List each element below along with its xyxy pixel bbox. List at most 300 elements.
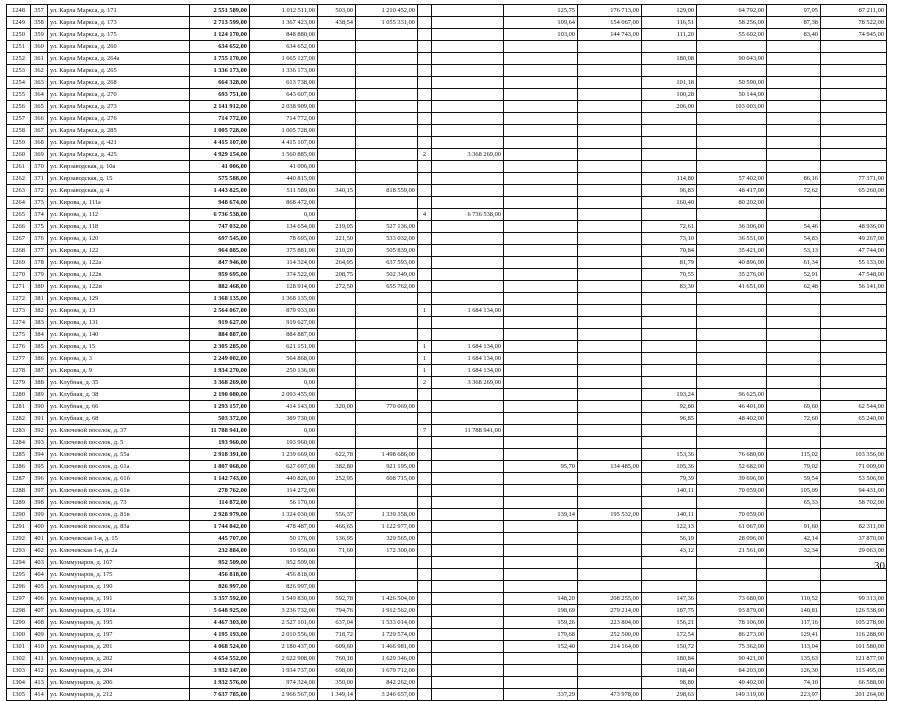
cell-cost-part-2 bbox=[356, 581, 418, 593]
cell-area-a: 221,50 bbox=[318, 233, 356, 245]
cell-area-c bbox=[642, 317, 697, 329]
cell-area-d bbox=[767, 197, 821, 209]
cell-cost-part-1: 919 627,00 bbox=[250, 317, 318, 329]
cell-total-cost: 1 142 743,00 bbox=[190, 473, 250, 485]
cell-cost-part-4 bbox=[578, 221, 642, 233]
cell-total-cost: 6 736 538,00 bbox=[190, 209, 250, 221]
cell-area-d bbox=[767, 305, 821, 317]
cell-cost-part-6: 74 945,00 bbox=[821, 29, 887, 41]
cell-count bbox=[418, 221, 432, 233]
cell-area-b bbox=[504, 521, 578, 533]
cell-area-d: 74,10 bbox=[767, 677, 821, 689]
cell-area-c: 298,63 bbox=[642, 689, 697, 701]
table-row bbox=[7, 605, 887, 617]
cell-cost-part-3 bbox=[432, 521, 504, 533]
cell-row-index: 1270 bbox=[7, 269, 31, 281]
cell-cost-part-2: 1 498 686,00 bbox=[356, 449, 418, 461]
cell-cost-part-5: 70 059,00 bbox=[697, 509, 767, 521]
cell-cost-part-4 bbox=[578, 149, 642, 161]
cell-cost-part-4: 279 214,00 bbox=[578, 605, 642, 617]
cell-address: ул. Клубная, д. 38 bbox=[48, 389, 190, 401]
cell-area-c: 81,79 bbox=[642, 257, 697, 269]
cell-address: ул. Кирова, д. 131 bbox=[48, 317, 190, 329]
cell-area-d: 83,40 bbox=[767, 29, 821, 41]
cell-total-cost: 1 755 170,00 bbox=[190, 53, 250, 65]
cell-area-a bbox=[318, 41, 356, 53]
cell-cost-part-6 bbox=[821, 365, 887, 377]
cell-count: 2 bbox=[418, 149, 432, 161]
cell-cost-part-1: 511 589,00 bbox=[250, 185, 318, 197]
cell-house-number: 379 bbox=[31, 269, 48, 281]
page-number: 30 bbox=[874, 560, 885, 572]
cell-cost-part-3 bbox=[432, 257, 504, 269]
cell-house-number: 381 bbox=[31, 293, 48, 305]
cell-cost-part-2: 770 069,00 bbox=[356, 401, 418, 413]
cell-cost-part-6: 126 538,00 bbox=[821, 605, 887, 617]
cell-area-c: 180,08 bbox=[642, 53, 697, 65]
cell-cost-part-5: 35 276,00 bbox=[697, 269, 767, 281]
cell-cost-part-1: 848 880,00 bbox=[250, 29, 318, 41]
cell-area-a bbox=[318, 329, 356, 341]
cell-area-d: 97,05 bbox=[767, 5, 821, 17]
cell-count bbox=[418, 617, 432, 629]
cell-area-c: 172,54 bbox=[642, 629, 697, 641]
cell-cost-part-2: 172 300,00 bbox=[356, 545, 418, 557]
cell-cost-part-5: 35 421,00 bbox=[697, 245, 767, 257]
cell-cost-part-6: 82 311,00 bbox=[821, 521, 887, 533]
cell-area-a bbox=[318, 149, 356, 161]
cell-house-number: 358 bbox=[31, 17, 48, 29]
cell-cost-part-1: 2 966 567,00 bbox=[250, 689, 318, 701]
cell-row-index: 1293 bbox=[7, 545, 31, 557]
cell-total-cost: 3 368 269,00 bbox=[190, 377, 250, 389]
cell-cost-part-6: 65 260,00 bbox=[821, 185, 887, 197]
cell-total-cost: 2 551 589,00 bbox=[190, 5, 250, 17]
cell-total-cost: 2 141 912,00 bbox=[190, 101, 250, 113]
cell-cost-part-2: 1 426 504,00 bbox=[356, 593, 418, 605]
cell-row-index: 1249 bbox=[7, 17, 31, 29]
cell-area-c bbox=[642, 365, 697, 377]
cell-row-index: 1275 bbox=[7, 329, 31, 341]
cell-cost-part-4 bbox=[578, 413, 642, 425]
cell-row-index: 1288 bbox=[7, 485, 31, 497]
cell-address: ул. Карла Маркса, д. 173 bbox=[48, 17, 190, 29]
cell-address: ул. Клубная, д. 66 bbox=[48, 401, 190, 413]
table-row bbox=[7, 533, 887, 545]
cell-area-b bbox=[504, 533, 578, 545]
cell-house-number: 390 bbox=[31, 401, 48, 413]
cell-cost-part-5 bbox=[697, 569, 767, 581]
cell-area-d: 117,16 bbox=[767, 617, 821, 629]
table-row bbox=[7, 245, 887, 257]
cell-area-a bbox=[318, 209, 356, 221]
cell-cost-part-3 bbox=[432, 581, 504, 593]
cell-cost-part-4 bbox=[578, 305, 642, 317]
cell-area-a bbox=[318, 341, 356, 353]
cell-area-a: 382,80 bbox=[318, 461, 356, 473]
cell-area-d: 72,60 bbox=[767, 413, 821, 425]
cell-area-c: 56,19 bbox=[642, 533, 697, 545]
cell-area-c: 116,51 bbox=[642, 17, 697, 29]
cell-cost-part-3 bbox=[432, 401, 504, 413]
cell-cost-part-6: 116 288,00 bbox=[821, 629, 887, 641]
cell-cost-part-2: 1 210 452,00 bbox=[356, 5, 418, 17]
cell-area-c bbox=[642, 125, 697, 137]
table-row bbox=[7, 389, 887, 401]
cell-cost-part-4 bbox=[578, 161, 642, 173]
cell-row-index: 1278 bbox=[7, 365, 31, 377]
cell-count bbox=[418, 569, 432, 581]
cell-area-c: 101,18 bbox=[642, 77, 697, 89]
cell-area-c: 43,12 bbox=[642, 545, 697, 557]
cell-count: 1 bbox=[418, 341, 432, 353]
cell-cost-part-6 bbox=[821, 125, 887, 137]
cell-cost-part-1: 1 368 135,00 bbox=[250, 293, 318, 305]
table-row bbox=[7, 293, 887, 305]
cell-cost-part-2 bbox=[356, 425, 418, 437]
cell-row-index: 1289 bbox=[7, 497, 31, 509]
cell-house-number: 371 bbox=[31, 173, 48, 185]
cell-count: 1 bbox=[418, 365, 432, 377]
cell-address: ул. Кирзаводская, д. 15 bbox=[48, 173, 190, 185]
cell-area-a: 794,76 bbox=[318, 605, 356, 617]
cell-cost-part-2 bbox=[356, 329, 418, 341]
table-row bbox=[7, 257, 887, 269]
cell-house-number: 393 bbox=[31, 437, 48, 449]
cell-cost-part-2 bbox=[356, 89, 418, 101]
cell-area-a bbox=[318, 377, 356, 389]
cell-row-index: 1299 bbox=[7, 617, 31, 629]
cell-row-index: 1298 bbox=[7, 605, 31, 617]
cell-area-a bbox=[318, 365, 356, 377]
cell-count bbox=[418, 641, 432, 653]
cell-area-d: 113,04 bbox=[767, 641, 821, 653]
cell-cost-part-6: 78 522,00 bbox=[821, 17, 887, 29]
register-table bbox=[6, 4, 887, 701]
cell-address: ул. Ключевой поселок, д. 61а bbox=[48, 461, 190, 473]
cell-address: ул. Коммунаров, д. 175 bbox=[48, 569, 190, 581]
cell-address: ул. Карла Маркса, д. 171 bbox=[48, 5, 190, 17]
cell-cost-part-1: 621 151,00 bbox=[250, 341, 318, 353]
cell-area-c bbox=[642, 377, 697, 389]
cell-area-c bbox=[642, 209, 697, 221]
cell-area-b bbox=[504, 197, 578, 209]
cell-count bbox=[418, 161, 432, 173]
cell-cost-part-5 bbox=[697, 113, 767, 125]
cell-area-a: 1 349,14 bbox=[318, 689, 356, 701]
cell-area-a: 71,60 bbox=[318, 545, 356, 557]
cell-area-c: 168,40 bbox=[642, 665, 697, 677]
cell-house-number: 364 bbox=[31, 89, 48, 101]
cell-count: 1 bbox=[418, 353, 432, 365]
cell-cost-part-2 bbox=[356, 77, 418, 89]
cell-row-index: 1255 bbox=[7, 89, 31, 101]
cell-count bbox=[418, 677, 432, 689]
cell-cost-part-6 bbox=[821, 581, 887, 593]
cell-cost-part-1: 478 487,00 bbox=[250, 521, 318, 533]
cell-area-a: 637,04 bbox=[318, 617, 356, 629]
cell-area-b bbox=[504, 449, 578, 461]
cell-area-c: 70,84 bbox=[642, 245, 697, 257]
cell-total-cost: 232 884,00 bbox=[190, 545, 250, 557]
cell-cost-part-5: 36 551,00 bbox=[697, 233, 767, 245]
cell-cost-part-2: 527 136,00 bbox=[356, 221, 418, 233]
cell-count bbox=[418, 245, 432, 257]
cell-area-b bbox=[504, 401, 578, 413]
cell-cost-part-4 bbox=[578, 185, 642, 197]
table-row bbox=[7, 629, 887, 641]
cell-cost-part-3: 1 684 134,00 bbox=[432, 341, 504, 353]
cell-area-b bbox=[504, 653, 578, 665]
cell-house-number: 359 bbox=[31, 29, 48, 41]
cell-area-a bbox=[318, 197, 356, 209]
cell-area-c bbox=[642, 137, 697, 149]
cell-cost-part-4: 223 804,00 bbox=[578, 617, 642, 629]
cell-address: ул. Коммунаров, д. 190 bbox=[48, 581, 190, 593]
cell-total-cost: 2 305 285,00 bbox=[190, 341, 250, 353]
cell-cost-part-1: 1 549 830,00 bbox=[250, 593, 318, 605]
cell-total-cost: 952 509,00 bbox=[190, 557, 250, 569]
cell-address: ул. Кирова, д. 3 bbox=[48, 353, 190, 365]
cell-total-cost: 847 946,00 bbox=[190, 257, 250, 269]
cell-cost-part-3: 11 788 941,00 bbox=[432, 425, 504, 437]
cell-count bbox=[418, 233, 432, 245]
table-row bbox=[7, 461, 887, 473]
cell-count bbox=[418, 413, 432, 425]
cell-total-cost: 3 932 147,00 bbox=[190, 665, 250, 677]
cell-area-a bbox=[318, 161, 356, 173]
cell-address: ул. Коммунаров, д. 202 bbox=[48, 653, 190, 665]
cell-area-d bbox=[767, 317, 821, 329]
cell-cost-part-4 bbox=[578, 293, 642, 305]
cell-total-cost: 948 674,00 bbox=[190, 197, 250, 209]
table-row bbox=[7, 209, 887, 221]
cell-area-b bbox=[504, 233, 578, 245]
cell-area-b: 152,40 bbox=[504, 641, 578, 653]
cell-address: ул. Кирова, д. 13 bbox=[48, 305, 190, 317]
cell-area-d: 87,38 bbox=[767, 17, 821, 29]
table-row bbox=[7, 269, 887, 281]
cell-row-index: 1267 bbox=[7, 233, 31, 245]
cell-area-a bbox=[318, 53, 356, 65]
cell-area-b bbox=[504, 41, 578, 53]
cell-cost-part-3 bbox=[432, 221, 504, 233]
cell-cost-part-3 bbox=[432, 185, 504, 197]
cell-cost-part-6 bbox=[821, 389, 887, 401]
cell-cost-part-4 bbox=[578, 401, 642, 413]
cell-area-c bbox=[642, 497, 697, 509]
cell-house-number: 377 bbox=[31, 245, 48, 257]
cell-area-a bbox=[318, 485, 356, 497]
cell-area-b bbox=[504, 557, 578, 569]
table-row bbox=[7, 437, 887, 449]
cell-address: ул. Карла Маркса, д. 273 bbox=[48, 101, 190, 113]
cell-house-number: 389 bbox=[31, 389, 48, 401]
cell-house-number: 410 bbox=[31, 641, 48, 653]
cell-house-number: 374 bbox=[31, 209, 48, 221]
cell-cost-part-3 bbox=[432, 413, 504, 425]
cell-cost-part-4 bbox=[578, 449, 642, 461]
cell-row-index: 1254 bbox=[7, 77, 31, 89]
cell-cost-part-4 bbox=[578, 89, 642, 101]
cell-row-index: 1305 bbox=[7, 689, 31, 701]
cell-cost-part-2 bbox=[356, 353, 418, 365]
cell-area-c bbox=[642, 329, 697, 341]
cell-cost-part-3 bbox=[432, 473, 504, 485]
table-row bbox=[7, 329, 887, 341]
cell-cost-part-4 bbox=[578, 497, 642, 509]
cell-count bbox=[418, 629, 432, 641]
cell-area-c: 114,80 bbox=[642, 173, 697, 185]
cell-area-d bbox=[767, 425, 821, 437]
cell-house-number: 362 bbox=[31, 65, 48, 77]
cell-cost-part-1: 627 697,00 bbox=[250, 461, 318, 473]
cell-cost-part-1: 879 933,00 bbox=[250, 305, 318, 317]
cell-row-index: 1248 bbox=[7, 5, 31, 17]
cell-cost-part-6 bbox=[821, 425, 887, 437]
table-row bbox=[7, 41, 887, 53]
cell-cost-part-6: 71 009,00 bbox=[821, 461, 887, 473]
cell-cost-part-2: 1 912 562,00 bbox=[356, 605, 418, 617]
table-row bbox=[7, 497, 887, 509]
cell-area-c: 100,28 bbox=[642, 89, 697, 101]
cell-cost-part-5 bbox=[697, 437, 767, 449]
cell-cost-part-6 bbox=[821, 197, 887, 209]
cell-row-index: 1266 bbox=[7, 221, 31, 233]
cell-cost-part-6 bbox=[821, 305, 887, 317]
cell-area-a bbox=[318, 29, 356, 41]
cell-cost-part-6: 56 141,00 bbox=[821, 281, 887, 293]
cell-area-c bbox=[642, 437, 697, 449]
cell-row-index: 1279 bbox=[7, 377, 31, 389]
table-row bbox=[7, 161, 887, 173]
cell-count bbox=[418, 77, 432, 89]
cell-address: ул. Кирова, д. 129 bbox=[48, 293, 190, 305]
cell-total-cost: 1 124 170,00 bbox=[190, 29, 250, 41]
cell-count bbox=[418, 665, 432, 677]
cell-cost-part-3 bbox=[432, 665, 504, 677]
cell-count bbox=[418, 113, 432, 125]
cell-cost-part-5 bbox=[697, 317, 767, 329]
cell-address: ул. Карла Маркса, д. 421 bbox=[48, 137, 190, 149]
cell-cost-part-2: 329 565,00 bbox=[356, 533, 418, 545]
cell-area-d: 61,34 bbox=[767, 257, 821, 269]
cell-area-b bbox=[504, 305, 578, 317]
cell-cost-part-6 bbox=[821, 53, 887, 65]
cell-house-number: 392 bbox=[31, 425, 48, 437]
cell-area-c: 187,75 bbox=[642, 605, 697, 617]
cell-address: ул. Коммунаров, д. 191а bbox=[48, 605, 190, 617]
cell-area-a: 350,00 bbox=[318, 677, 356, 689]
cell-area-c: 96,83 bbox=[642, 185, 697, 197]
cell-cost-part-3 bbox=[432, 173, 504, 185]
cell-cost-part-6 bbox=[821, 113, 887, 125]
cell-area-a: 466,65 bbox=[318, 521, 356, 533]
cell-total-cost: 664 328,00 bbox=[190, 77, 250, 89]
cell-area-d: 72,62 bbox=[767, 185, 821, 197]
table-row bbox=[7, 281, 887, 293]
cell-cost-part-3 bbox=[432, 5, 504, 17]
cell-area-b bbox=[504, 89, 578, 101]
cell-area-a bbox=[318, 581, 356, 593]
cell-cost-part-1: 114 324,00 bbox=[250, 257, 318, 269]
table-row bbox=[7, 545, 887, 557]
cell-cost-part-3 bbox=[432, 557, 504, 569]
table-row bbox=[7, 677, 887, 689]
cell-house-number: 412 bbox=[31, 665, 48, 677]
cell-area-b bbox=[504, 389, 578, 401]
cell-house-number: 394 bbox=[31, 449, 48, 461]
cell-cost-part-6: 53 506,00 bbox=[821, 473, 887, 485]
cell-area-a bbox=[318, 497, 356, 509]
table-row bbox=[7, 65, 887, 77]
cell-total-cost: 41 006,00 bbox=[190, 161, 250, 173]
cell-cost-part-3 bbox=[432, 485, 504, 497]
cell-cost-part-2 bbox=[356, 209, 418, 221]
cell-cost-part-6: 113 495,00 bbox=[821, 665, 887, 677]
cell-area-b bbox=[504, 113, 578, 125]
cell-cost-part-2 bbox=[356, 413, 418, 425]
cell-area-d: 91,60 bbox=[767, 521, 821, 533]
cell-area-b bbox=[504, 473, 578, 485]
cell-area-b: 139,14 bbox=[504, 509, 578, 521]
cell-area-b bbox=[504, 545, 578, 557]
cell-cost-part-6: 201 264,00 bbox=[821, 689, 887, 701]
cell-count bbox=[418, 581, 432, 593]
cell-total-cost: 5 648 925,00 bbox=[190, 605, 250, 617]
table-row bbox=[7, 101, 887, 113]
cell-area-d: 129,41 bbox=[767, 629, 821, 641]
cell-cost-part-6 bbox=[821, 137, 887, 149]
cell-cost-part-2 bbox=[356, 41, 418, 53]
cell-cost-part-3 bbox=[432, 65, 504, 77]
cell-cost-part-2 bbox=[356, 293, 418, 305]
cell-address: ул. Карла Маркса, д. 265 bbox=[48, 65, 190, 77]
cell-total-cost: 503 372,00 bbox=[190, 413, 250, 425]
cell-area-c bbox=[642, 353, 697, 365]
cell-cost-part-2: 608 715,00 bbox=[356, 473, 418, 485]
cell-cost-part-2: 842 262,00 bbox=[356, 677, 418, 689]
cell-house-number: 386 bbox=[31, 353, 48, 365]
cell-area-c: 79,39 bbox=[642, 473, 697, 485]
cell-house-number: 378 bbox=[31, 257, 48, 269]
cell-cost-part-1: 134 654,00 bbox=[250, 221, 318, 233]
cell-cost-part-3 bbox=[432, 641, 504, 653]
cell-cost-part-4 bbox=[578, 353, 642, 365]
cell-cost-part-5: 50 590,00 bbox=[697, 77, 767, 89]
cell-total-cost: 634 652,00 bbox=[190, 41, 250, 53]
cell-address: ул. Кирова, д. 122в bbox=[48, 269, 190, 281]
cell-house-number: 368 bbox=[31, 137, 48, 149]
cell-address: ул. Кирова, д. 122а bbox=[48, 257, 190, 269]
cell-area-b bbox=[504, 569, 578, 581]
cell-cost-part-4 bbox=[578, 269, 642, 281]
cell-cost-part-1: 56 170,00 bbox=[250, 497, 318, 509]
cell-total-cost: 1 934 270,00 bbox=[190, 365, 250, 377]
cell-area-a: 622,78 bbox=[318, 449, 356, 461]
cell-cost-part-3 bbox=[432, 677, 504, 689]
cell-total-cost: 4 195 193,00 bbox=[190, 629, 250, 641]
cell-address: ул. Клубная, д. 68 bbox=[48, 413, 190, 425]
cell-cost-part-4: 154 067,00 bbox=[578, 17, 642, 29]
cell-house-number: 372 bbox=[31, 185, 48, 197]
cell-cost-part-2 bbox=[356, 437, 418, 449]
cell-cost-part-6: 103 356,00 bbox=[821, 449, 887, 461]
cell-area-c bbox=[642, 161, 697, 173]
cell-cost-part-1: 2 180 437,00 bbox=[250, 641, 318, 653]
cell-cost-part-1: 2 622 908,00 bbox=[250, 653, 318, 665]
cell-total-cost: 882 468,00 bbox=[190, 281, 250, 293]
